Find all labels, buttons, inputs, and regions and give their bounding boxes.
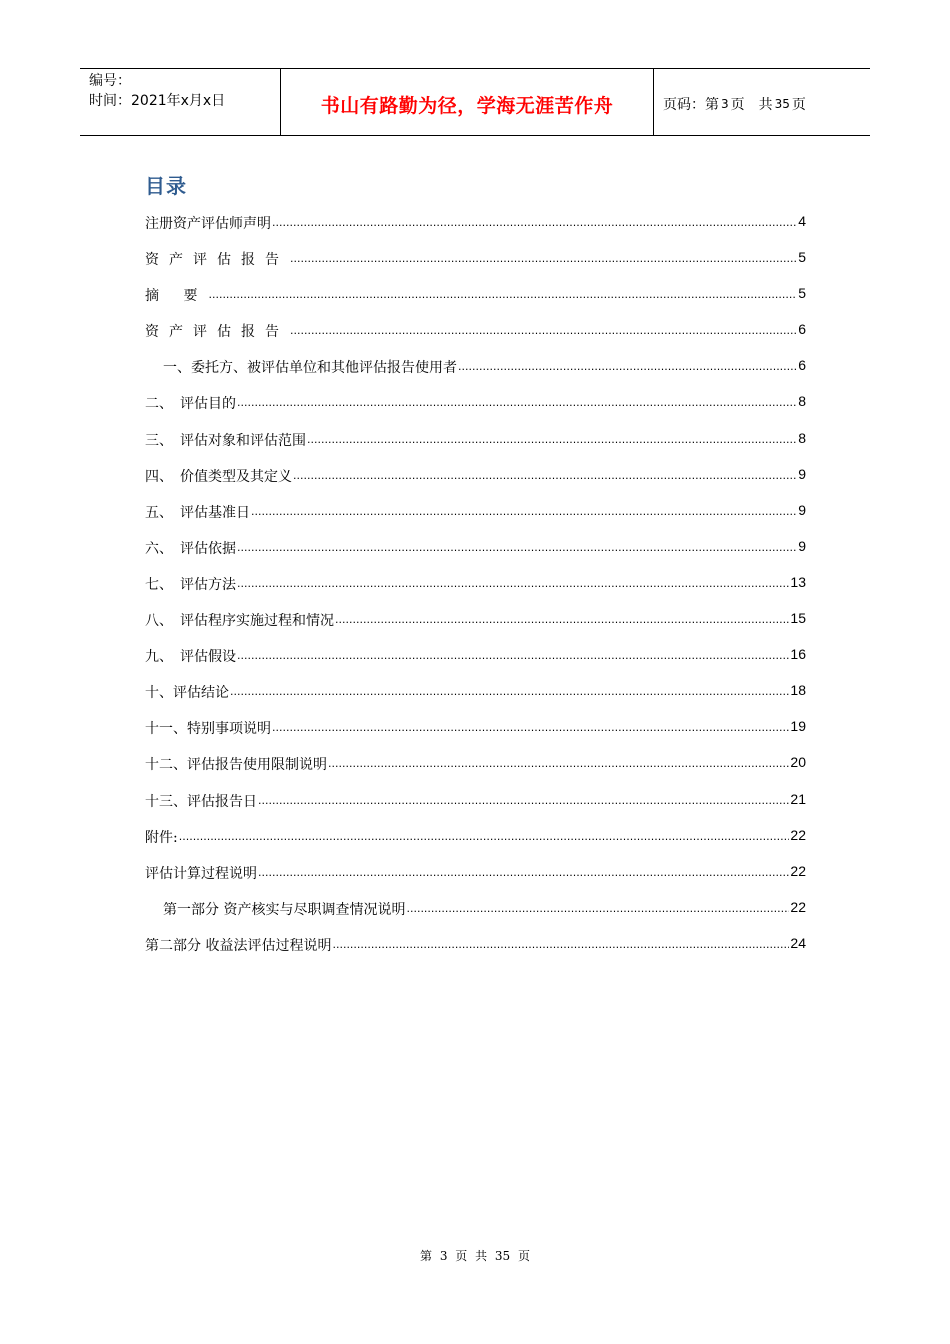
toc-entry[interactable] xyxy=(145,285,806,321)
toc-leader-dots xyxy=(258,791,789,810)
toc-leader-dots xyxy=(290,249,797,268)
document-time-label: 时间：2021年x月x日 xyxy=(89,93,226,109)
toc-entry-page: 9 xyxy=(798,465,806,482)
toc-leader-dots xyxy=(328,754,789,773)
header-page-cell xyxy=(654,69,870,135)
toc-entry-page: 9 xyxy=(798,537,806,554)
toc-entry[interactable] xyxy=(145,538,806,574)
header-page-current: 3 xyxy=(721,97,729,111)
toc-entry-page: 15 xyxy=(790,610,806,627)
toc-entry-page: 20 xyxy=(790,754,806,771)
toc-leader-dots xyxy=(237,574,789,593)
toc-entry[interactable] xyxy=(145,393,806,429)
toc-entry-page: 22 xyxy=(790,898,806,915)
toc-entry-page: 5 xyxy=(798,249,806,266)
toc-leader-dots xyxy=(208,285,797,304)
toc-entry[interactable] xyxy=(145,827,806,863)
toc-entry-page: 8 xyxy=(798,429,806,446)
toc-entry-label: 十二、评估报告使用限制说明 xyxy=(145,757,327,774)
toc-leader-dots xyxy=(237,393,797,412)
document-number-label: 编号： xyxy=(89,73,131,89)
toc-entry[interactable] xyxy=(145,574,806,610)
toc-entry-label: 一、委托方、被评估单位和其他评估报告使用者 xyxy=(163,360,457,377)
toc-entry-label: 资产评估报告 xyxy=(145,252,289,269)
toc-entry-label: 八、 评估程序实施过程和情况 xyxy=(145,613,334,630)
toc-entry-label: 摘 要 xyxy=(145,288,208,305)
toc-entry-label: 第一部分 资产核实与尽职调查情况说明 xyxy=(163,901,406,918)
header-meta-cell xyxy=(80,69,281,135)
toc-entry-label: 资产评估报告 xyxy=(145,324,289,341)
toc-entry[interactable] xyxy=(145,213,806,249)
toc-entry[interactable] xyxy=(145,863,806,899)
toc-entry-label: 附件: xyxy=(145,829,178,846)
toc-leader-dots xyxy=(258,863,789,882)
toc-leader-dots xyxy=(272,213,797,232)
toc-entry-page: 6 xyxy=(798,321,806,338)
toc-title: 目录 xyxy=(145,174,187,198)
toc-entry-page: 9 xyxy=(798,501,806,518)
toc-entry-page: 8 xyxy=(798,393,806,410)
header-motto: 书山有路勤为径，学海无涯苦作舟 xyxy=(320,94,614,117)
toc-entry[interactable] xyxy=(145,430,806,466)
toc-entry[interactable] xyxy=(145,718,806,754)
toc-leader-dots xyxy=(458,357,797,376)
toc-entry-label: 第二部分 收益法评估过程说明 xyxy=(145,937,332,954)
toc-entry-page: 6 xyxy=(798,357,806,374)
toc-entry-label: 注册资产评估师声明 xyxy=(145,216,271,232)
toc-entry-label: 五、 评估基准日 xyxy=(145,504,250,521)
toc-entry-page: 21 xyxy=(790,790,806,807)
toc-entry-label: 四、 价值类型及其定义 xyxy=(145,468,292,485)
toc-leader-dots xyxy=(290,321,797,340)
toc-entry[interactable] xyxy=(145,899,806,935)
page-header xyxy=(80,68,870,136)
toc-entry[interactable] xyxy=(145,502,806,538)
header-page-suffix: 页 xyxy=(791,97,806,113)
toc-entry-label: 十三、评估报告日 xyxy=(145,793,257,810)
toc-entry-page: 22 xyxy=(790,862,806,879)
toc-entry-label: 七、 评估方法 xyxy=(145,576,236,593)
header-motto-cell xyxy=(281,69,654,135)
header-page-total: 35 xyxy=(774,97,790,111)
toc-entry-page: 16 xyxy=(790,646,806,663)
toc-entry[interactable] xyxy=(145,682,806,718)
toc-entry[interactable] xyxy=(145,754,806,790)
toc-leader-dots xyxy=(272,718,789,737)
toc-leader-dots xyxy=(230,682,789,701)
toc-entry-page: 13 xyxy=(790,573,806,590)
toc-entry[interactable] xyxy=(145,466,806,502)
toc-leader-dots xyxy=(335,610,789,629)
toc-entry[interactable] xyxy=(145,321,806,357)
toc-entry[interactable] xyxy=(145,791,806,827)
toc-entry-page: 5 xyxy=(798,285,806,302)
toc-entry-page: 22 xyxy=(790,826,806,843)
toc-entry-label: 九、 评估假设 xyxy=(145,649,236,666)
toc-entry[interactable] xyxy=(145,610,806,646)
toc-entry-page: 4 xyxy=(798,213,806,229)
toc-leader-dots xyxy=(293,466,797,485)
toc-entry[interactable] xyxy=(145,249,806,285)
toc-leader-dots xyxy=(237,646,789,665)
toc-entry-label: 二、 评估目的 xyxy=(145,396,236,413)
toc-entry-label: 六、 评估依据 xyxy=(145,540,236,557)
page-footer: 第 3 页 共 35 页 xyxy=(420,1249,530,1263)
toc-leader-dots xyxy=(406,899,789,918)
toc-entry-page: 24 xyxy=(790,934,806,951)
toc-leader-dots xyxy=(307,430,797,449)
toc-entry-page: 18 xyxy=(790,682,806,699)
toc-entry-page: 19 xyxy=(790,718,806,735)
toc-entry[interactable] xyxy=(145,646,806,682)
toc-entry[interactable] xyxy=(145,357,806,393)
header-page-middle: 页 共 xyxy=(730,97,773,113)
header-page-prefix: 页码：第 xyxy=(663,97,719,113)
toc-entry-label: 十、评估结论 xyxy=(145,685,229,702)
toc-leader-dots xyxy=(179,827,790,846)
toc-leader-dots xyxy=(237,538,797,557)
toc-entry[interactable] xyxy=(145,935,806,971)
toc-entry-label: 十一、特别事项说明 xyxy=(145,721,271,738)
toc-leader-dots xyxy=(332,935,789,954)
toc-entry-label: 三、 评估对象和评估范围 xyxy=(145,432,306,449)
toc-entry-label: 评估计算过程说明 xyxy=(145,865,257,882)
table-of-contents xyxy=(145,213,806,971)
toc-leader-dots xyxy=(251,502,797,521)
